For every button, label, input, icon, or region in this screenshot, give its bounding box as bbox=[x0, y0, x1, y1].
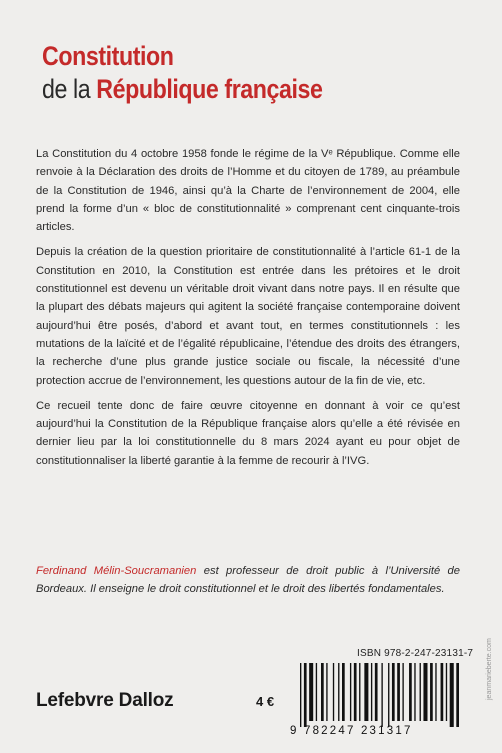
barcode-bar bbox=[402, 663, 403, 721]
barcode-bar bbox=[321, 663, 324, 721]
barcode-bar bbox=[333, 663, 334, 721]
barcode-bar bbox=[375, 663, 378, 721]
barcode-bar bbox=[354, 663, 357, 721]
barcode-bar bbox=[446, 663, 447, 721]
barcode-bar bbox=[342, 663, 345, 721]
author-description: est professeur de droit public à l’Université de Bordeaux. Il enseigne le droit constitutionnel et le droit des libertés fondamentales. bbox=[36, 565, 460, 596]
author-name: Ferdinand Mélin-Soucramanien bbox=[36, 565, 197, 577]
back-cover-text bbox=[36, 145, 460, 477]
barcode-bar bbox=[430, 663, 433, 721]
barcode-bar bbox=[409, 663, 412, 721]
barcode-bar bbox=[456, 663, 459, 727]
barcode bbox=[296, 663, 478, 727]
isbn: ISBN 978-2-247-23131-7 bbox=[357, 648, 474, 659]
barcode-bar bbox=[309, 663, 313, 721]
barcode-bar bbox=[414, 663, 415, 721]
barcode-bar bbox=[364, 663, 368, 721]
price: 4 € bbox=[256, 694, 275, 709]
barcode-bar bbox=[371, 663, 372, 721]
barcode-bar bbox=[304, 663, 307, 727]
barcode-digits: 9 782247 231317 bbox=[290, 725, 413, 737]
barcode-bar bbox=[326, 663, 327, 721]
barcode-bar bbox=[397, 663, 400, 721]
barcode-bar bbox=[300, 663, 301, 727]
title-line-2-prefix: de la bbox=[42, 74, 91, 104]
paragraph-3: Ce recueil tente donc de faire œuvre citoyenne en donnant à voir ce qu’est aujourd’hui la Constitution de la République française alors qu’elle a été révisée en dernier lieu par la loi constitutionnelle du 8 mars 2024 ayant eu pour objet de constitutionnaliser la liberté garantie à la femme de recourir à l’IVG. bbox=[36, 399, 460, 467]
title-line-1: Constitution bbox=[42, 41, 174, 71]
barcode-bar bbox=[338, 663, 339, 721]
barcode-bars bbox=[296, 663, 478, 727]
barcode-bar bbox=[441, 663, 444, 721]
author-bio bbox=[36, 562, 460, 599]
barcode-bar bbox=[381, 663, 382, 727]
barcode-bar bbox=[316, 663, 317, 721]
barcode-bar bbox=[350, 663, 351, 721]
side-credit: jeanmarieberte.com bbox=[486, 638, 493, 700]
barcode-bar bbox=[388, 663, 389, 727]
barcode-bar bbox=[420, 663, 421, 721]
barcode-bar bbox=[450, 663, 454, 727]
paragraph-2: Depuis la création de la question prioritaire de constitutionnalité à l’article 61-1 de la Constitution en 2010, la Constitution est entrée dans les prétoires et le droit constitutionnel est devenu un véritable droit vivant dans notre pays. Il en résulte que la plupart des débats majeurs qui agitent la société française contemporaine doivent aujourd’hui être posés, d’abord et avant tout, en termes constitutionnels : les mutations de la laïcité et de l’égalité républicaine, l’étendue des droits des étrangers, la recherche d’une plus grande justice sociale ou fiscale, la nécessité d’une protection accrue de l’environnement, les questions autour de la fin de vie, etc. bbox=[36, 246, 460, 387]
title-line-2-highlight: République française bbox=[96, 74, 323, 104]
paragraph-1: La Constitution du 4 octobre 1958 fonde le régime de la Vᵉ République. Comme elle renvoie à la Déclaration des droits de l’Homme et du citoyen de 1789, au préambule de la Constitution de 1946, ainsi qu’à la Charte de l’environnement de 2004, elle prend la forme d’un « bloc de constitutionnalité » comprenant cent cinquante-trois articles. bbox=[36, 148, 460, 234]
title-line-2 bbox=[42, 72, 322, 106]
barcode-bar bbox=[423, 663, 427, 721]
barcode-bar bbox=[359, 663, 360, 721]
barcode-bar bbox=[392, 663, 395, 721]
title-block bbox=[42, 40, 368, 106]
publisher-logo: Lefebvre Dalloz bbox=[36, 690, 174, 711]
barcode-bar bbox=[435, 663, 436, 721]
